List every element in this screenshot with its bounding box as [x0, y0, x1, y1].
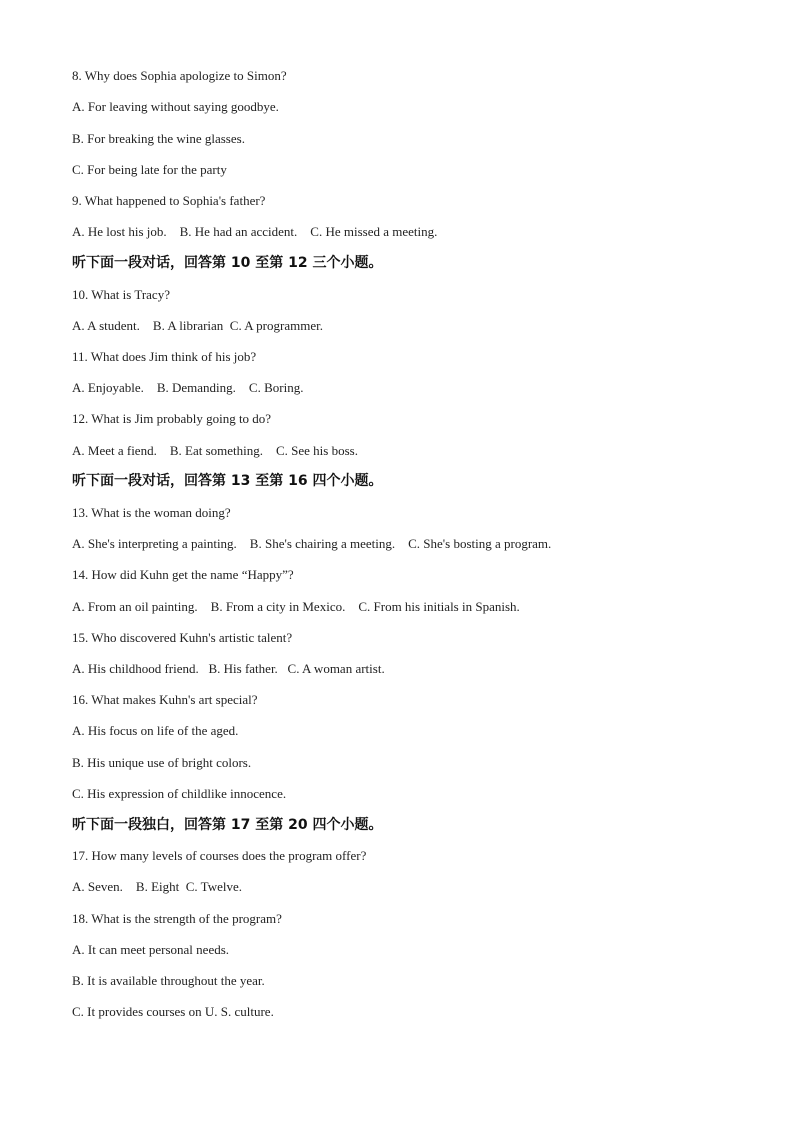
question-10: 10. What is Tracy? — [72, 287, 170, 302]
question-13-options: A. She's interpreting a painting. B. She's chairing a meeting. C. She's bosting a program. — [72, 536, 552, 551]
question-14: 14. How did Kuhn get the name “Happy”? — [72, 567, 294, 582]
section-heading-17-20: 听下面一段独白，回答第 17 至第 20 四个小题。 — [72, 817, 383, 833]
question-13: 13. What is the woman doing? — [72, 505, 231, 520]
question-16-option-a: A. His focus on life of the aged. — [72, 723, 239, 738]
question-8-option-c: C. For being late for the party — [72, 162, 227, 177]
section-heading-13-16: 听下面一段对话，回答第 13 至第 16 四个小题。 — [72, 473, 383, 489]
question-8-option-b: B. For breaking the wine glasses. — [72, 131, 245, 146]
question-18: 18. What is the strength of the program? — [72, 911, 282, 926]
question-18-option-c: C. It provides courses on U. S. culture. — [72, 1004, 274, 1019]
question-11-options: A. Enjoyable. B. Demanding. C. Boring. — [72, 380, 304, 395]
question-15: 15. Who discovered Kuhn's artistic talent? — [72, 630, 293, 645]
question-16-option-c: C. His expression of childlike innocence. — [72, 786, 287, 801]
question-12-options: A. Meet a fiend. B. Eat something. C. See his boss. — [72, 443, 358, 458]
question-8: 8. Why does Sophia apologize to Simon? — [72, 68, 287, 83]
question-18-option-b: B. It is available throughout the year. — [72, 973, 265, 988]
question-16: 16. What makes Kuhn's art special? — [72, 692, 258, 707]
question-12: 12. What is Jim probably going to do? — [72, 411, 272, 426]
question-9: 9. What happened to Sophia's father? — [72, 193, 266, 208]
section-heading-10-12: 听下面一段对话，回答第 10 至第 12 三个小题。 — [72, 255, 383, 271]
question-9-options: A. He lost his job. B. He had an accident. C. He missed a meeting. — [72, 224, 438, 239]
question-10-options: A. A student. B. A librarian C. A programmer. — [72, 318, 323, 333]
question-16-option-b: B. His unique use of bright colors. — [72, 755, 252, 770]
question-14-options: A. From an oil painting. B. From a city in Mexico. C. From his initials in Spanish. — [72, 599, 520, 614]
question-18-option-a: A. It can meet personal needs. — [72, 942, 230, 957]
question-15-options: A. His childhood friend. B. His father. C. A woman artist. — [72, 661, 385, 676]
question-17: 17. How many levels of courses does the program offer? — [72, 848, 367, 863]
question-17-options: A. Seven. B. Eight C. Twelve. — [72, 879, 243, 894]
question-11: 11. What does Jim think of his job? — [72, 349, 257, 364]
question-8-option-a: A. For leaving without saying goodbye. — [72, 99, 279, 114]
